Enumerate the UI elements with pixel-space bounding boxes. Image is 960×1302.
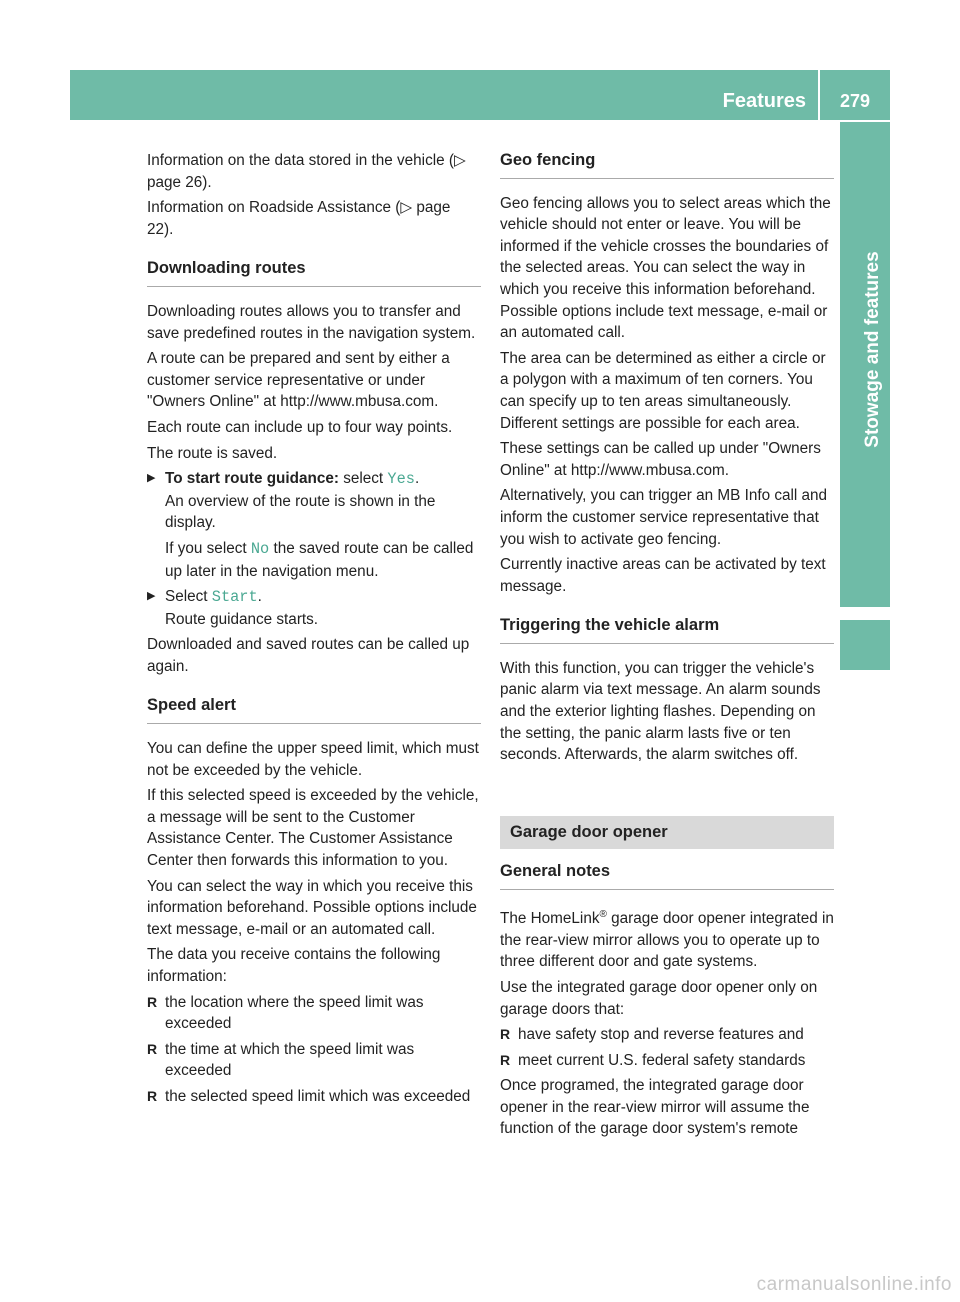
list-item <box>147 1086 481 1108</box>
garage-door-section-title: Garage door opener <box>500 816 834 850</box>
yes-softkey: Yes <box>387 470 415 489</box>
paragraph: Each route can include up to four way points. <box>147 418 453 436</box>
section-title: Features <box>723 70 820 120</box>
paragraph: These settings can be called up under "Owners Online" at http://www.mbusa.com. <box>500 440 821 479</box>
list-item <box>147 992 481 1035</box>
left-column <box>147 150 481 1112</box>
chapter-tab <box>840 122 890 607</box>
downloading-routes-heading: Downloading routes <box>147 258 481 287</box>
bullet-icon: R <box>500 1051 511 1068</box>
registered-mark: ® <box>599 909 607 921</box>
chapter-marker <box>840 620 890 670</box>
paragraph: A route can be prepared and sent by either a customer service representative or under "Owners Online" at http://www.mbusa.com. <box>147 350 450 411</box>
paragraph: You can define the upper speed limit, which must not be exceeded by the vehicle. <box>147 740 479 779</box>
speed-alert-heading: Speed alert <box>147 695 481 724</box>
paragraph: Currently inactive areas can be activated by text message. <box>500 556 826 595</box>
step-text: select <box>343 470 384 488</box>
header-bar <box>70 70 890 120</box>
right-column <box>500 150 834 1144</box>
vehicle-alarm-heading: Triggering the vehicle alarm <box>500 615 834 644</box>
paragraph: The route is saved. <box>147 444 278 462</box>
bullet-icon: R <box>147 1087 158 1104</box>
chapter-tab-label: Stowage and features <box>862 251 883 448</box>
list-item <box>500 1024 834 1046</box>
paragraph: If this selected speed is exceeded by the vehicle, a message will be sent to the Customer Assistance Center. The Customer Assistance Center then forwards this information to you. <box>147 787 479 870</box>
paragraph: Alternatively, you can trigger an MB Info call and inform the customer service representative that you wish to activate geo fencing. <box>500 487 828 548</box>
homelink-text: The HomeLink <box>500 910 600 928</box>
bullet-icon: R <box>147 993 158 1010</box>
start-softkey: Start <box>211 588 258 607</box>
paragraph: The data you receive contains the following information: <box>147 946 441 985</box>
paragraph: Downloading routes allows you to transfer and save predefined routes in the navigation system. <box>147 302 476 342</box>
paragraph <box>500 904 834 973</box>
step-note <box>165 538 481 582</box>
paragraph: Once programed, the integrated garage door opener in the rear-view mirror will assume the function of the garage door system's remote <box>500 1077 810 1138</box>
no-softkey: No <box>250 539 270 558</box>
step-select-start: ▶ Select Start. Route guidance starts. <box>147 586 481 630</box>
intro-roadside-ref: Information on Roadside Assistance (▷ page 22). <box>147 199 451 238</box>
paragraph: Geo fencing allows you to select areas which the vehicle should not enter or leave. You will be informed if the vehicle crosses the boundaries of the selected areas. You can select the way in which you receive this information beforehand. Possible options include text message, e-mail or an automated call. <box>500 194 831 342</box>
list-item <box>500 1050 834 1072</box>
step-result: An overview of the route is shown in the display. <box>165 492 436 532</box>
paragraph: Downloaded and saved routes can be called up again. <box>147 636 470 675</box>
page-number: 279 <box>839 91 871 111</box>
step-start-guidance: ▶ To start route guidance: select Yes. An overview of the route is shown in the display. If you select No the saved route can be called up later in the navigation menu. <box>147 468 481 582</box>
paragraph: With this function, you can trigger the vehicle's panic alarm via text message. An alarm sounds and the exterior lighting flashes. Depending on the setting, the panic alarm lasts five or ten seconds. Afterwards, the alarm switches off. <box>500 659 821 764</box>
bullet-icon: R <box>147 1040 158 1057</box>
homelink-text-rest: garage door opener integrated in the rear-view mirror allows you to operate up to three different door and gate systems. <box>500 910 834 971</box>
paragraph: The area can be determined as either a circle or a polygon with a maximum of ten corners. You can specify up to ten areas simultaneously. Different settings are possible for each area. <box>500 349 826 432</box>
geo-fencing-heading: Geo fencing <box>500 150 834 179</box>
step-arrow-icon: ▶ <box>147 472 156 485</box>
list-item-text: the location where the speed limit was exceeded <box>165 993 424 1033</box>
intro-data-ref: Information on the data stored in the vehicle (▷ page 26). <box>147 152 466 191</box>
general-notes-heading: General notes <box>500 861 834 890</box>
step-result: Route guidance starts. <box>165 610 319 628</box>
list-item <box>147 1039 481 1082</box>
list-item-text: have safety stop and reverse features and <box>518 1026 804 1044</box>
step-label: To start route guidance: <box>165 470 339 488</box>
bullet-icon: R <box>500 1026 511 1043</box>
note-suffix: the saved route can be called up later in the navigation menu. <box>165 539 474 580</box>
note-prefix: If you select <box>165 539 247 557</box>
paragraph: You can select the way in which you receive this information beforehand. Possible options include text message, e-mail or an automated call. <box>147 877 477 938</box>
watermark: carmanualsonline.info <box>756 1274 952 1295</box>
list-item-text: the selected speed limit which was exceeded <box>165 1087 471 1105</box>
step-text: Select <box>165 588 208 606</box>
list-item-text: the time at which the speed limit was exceeded <box>165 1040 415 1080</box>
list-item-text: meet current U.S. federal safety standards <box>518 1051 806 1069</box>
step-arrow-icon: ▶ <box>147 590 156 603</box>
paragraph: Use the integrated garage door opener only on garage doors that: <box>500 978 818 1018</box>
